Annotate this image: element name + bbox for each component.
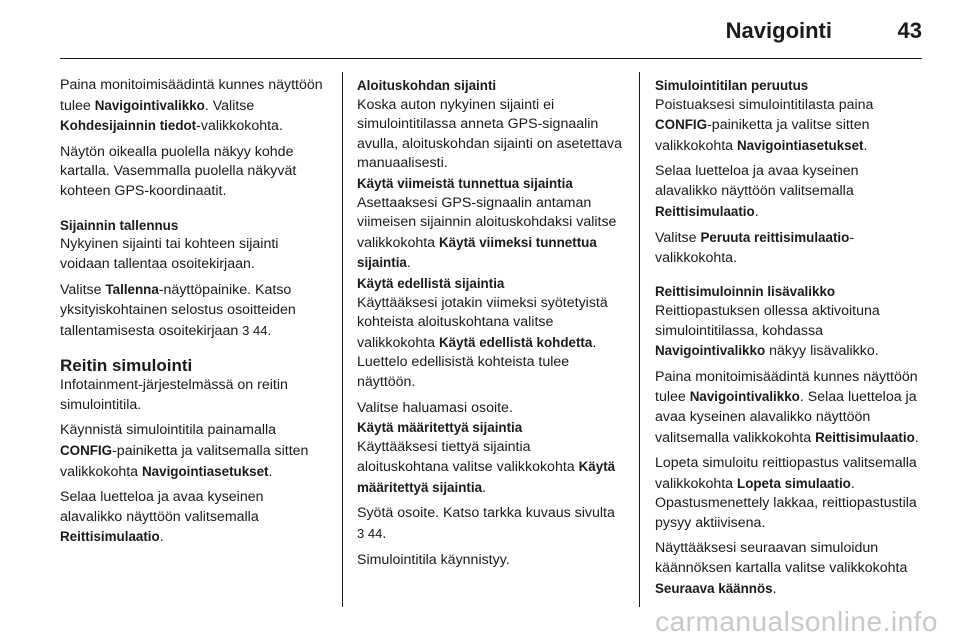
subheading-save-location: Sijainnin tallennus (60, 217, 179, 233)
paragraph: Selaa luetteloa ja avaa kyseinen alavalikko näyttöön valitsemalla Reittisimulaatio. (655, 163, 859, 220)
heading-route-simulation: Reitin simulointi (60, 356, 193, 376)
page-reference-link[interactable]: 3 44 (357, 526, 383, 542)
paragraph: Käynnistä simulointitila painamalla CONFIG-painiketta ja valitsemalla sitten valikkokohta Navigointiasetukset. (60, 422, 309, 480)
column-divider-2 (639, 72, 640, 607)
subheading-defined-location: Käytä määritettyä sijaintia (357, 420, 523, 436)
subheading-last-known: Käytä viimeistä tunnettua sijaintia (357, 175, 573, 191)
watermark: carmanualsonline.info (655, 606, 938, 637)
column-1 (60, 76, 328, 554)
page-header (0, 0, 960, 60)
paragraph: Simulointitila käynnistyy. (357, 551, 510, 568)
column-2 (357, 76, 625, 576)
paragraph: Poistuaksesi simulointitilasta paina CONFIG-painiketta ja valitse sitten valikkokohta Navigointiasetukset. (655, 96, 874, 154)
subheading-simulation-submenu: Reittisimuloinnin lisävalikko (655, 284, 836, 300)
paragraph: Nykyinen sijainti tai kohteen sijainti voidaan tallentaa osoitekirjaan. (60, 236, 279, 272)
paragraph: Näytön oikealla puolella näkyy kohde kartalla. Vasemmalla puolella näkyvät kohteen GPS-koordinaatit. (60, 143, 297, 199)
paragraph: Näyttääksesi seuraavan simuloidun käännöksen kartalla valitse valikkokohta Seuraava käännös. (655, 540, 908, 597)
page-number: 43 (897, 18, 922, 43)
paragraph: Selaa luetteloa ja avaa kyseinen alavalikko näyttöön valitsemalla Reittisimulaatio. (60, 489, 264, 546)
column-divider-1 (342, 72, 343, 607)
paragraph: Käyttääksesi tiettyä sijaintia aloituskohtana valitse valikkokohta Käytä määritettyä sijaintia. (357, 438, 616, 496)
paragraph: Paina monitoimisäädintä kunnes näyttöön tulee Navigointivalikko. Valitse Kohdesijainnin tiedot-valikkokohta. (60, 77, 323, 135)
section-title: Navigointi (725, 18, 832, 43)
paragraph: Reittiopastuksen ollessa aktivoituna simulointitilassa, kohdassa Navigointivalikko näkyy lisävalikko. (655, 302, 880, 360)
subheading-start-location: Aloituskohdan sijainti (357, 78, 497, 93)
page-reference-link[interactable]: 3 44 (242, 322, 268, 338)
paragraph: Paina monitoimisäädintä kunnes näyttöön tulee Navigointivalikko. Selaa luetteloa ja avaa kyseinen alavalikko näyttöön valitsemalla valikkokohta Reittisimulaatio. (655, 368, 919, 446)
paragraph: Valitse Peruuta reittisimulaatio-valikkokohta. (655, 230, 855, 266)
paragraph: Valitse haluamasi osoite. (357, 399, 513, 416)
subheading-cancel-simulation: Simulointitilan peruutus (655, 78, 809, 93)
header-divider (60, 58, 922, 59)
paragraph: Valitse Tallenna-näyttöpainike. Katso yksityiskohtainen selostus osoitteiden tallentamisesta osoitekirjaan 3 44. (60, 282, 296, 339)
paragraph: Asettaaksesi GPS-signaalin antaman viimeisen sijainnin aloituskohdaksi valitse valikkokohta Käytä viimeksi tunnettua sijaintia. (357, 194, 617, 272)
paragraph: Koska auton nykyinen sijainti ei simulointitilassa anneta GPS-signaalin avulla, aloituskohdan sijainti on asetettava manuaalisesti. (357, 96, 623, 172)
column-3 (655, 76, 923, 605)
paragraph: Lopeta simuloitu reittiopastus valitsemalla valikkokohta Lopeta simulaatio. Opastusmenettely lakkaa, reittiopastustila pysyy aktiivisena. (655, 455, 917, 531)
paragraph: Syötä osoite. Katso tarkka kuvaus sivulta 3 44. (357, 505, 615, 543)
paragraph: Käyttääksesi jotakin viimeksi syötetyistä kohteista aloituskohtana valitse valikkokohta Käytä edellistä kohdetta. Luettelo edellisistä kohteista tulee näyttöön. (357, 294, 608, 390)
subheading-previous-location: Käytä edellistä sijaintia (357, 275, 505, 291)
paragraph: Infotainment-järjestelmässä on reitin simulointitila. (60, 377, 288, 413)
